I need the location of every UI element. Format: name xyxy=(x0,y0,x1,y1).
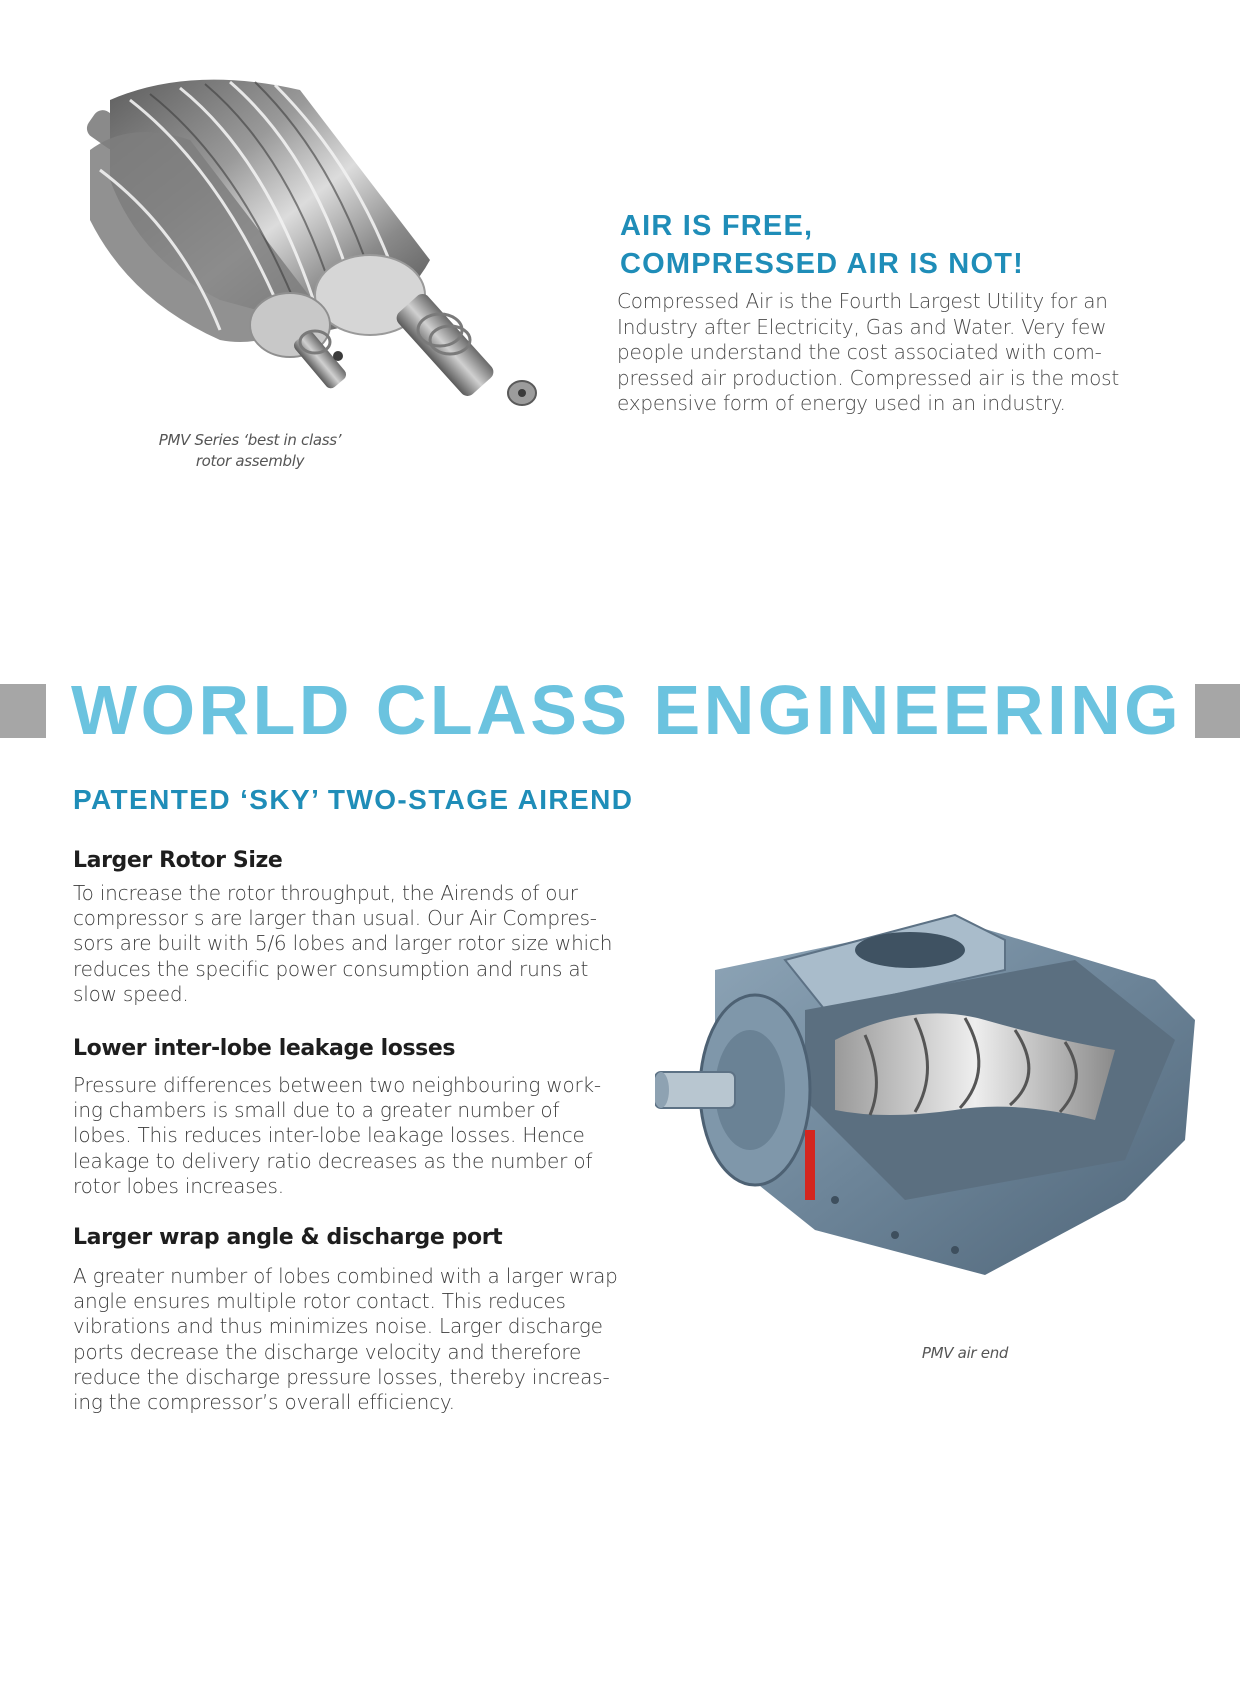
feature-body-leakage xyxy=(73,1073,633,1199)
banner-right-bar xyxy=(1195,684,1240,738)
feature-title-leakage: Lower inter-lobe leakage losses xyxy=(73,1036,456,1061)
headline-line: COMPRESSED AIR IS NOT! xyxy=(620,248,1024,280)
caption-line: PMV Series ‘best in class’ xyxy=(158,431,342,449)
section-heading: PATENTED ‘SKY’ TWO-STAGE AIREND xyxy=(73,784,634,815)
feature-body-wrap-angle xyxy=(73,1264,633,1415)
intro-line: people understand the cost associated with com- xyxy=(617,340,1102,364)
body-line: lobes. This reduces inter-lobe leakage losses. Hence xyxy=(73,1123,585,1148)
body-line: vibrations and thus minimizes noise. Larger discharge xyxy=(73,1314,603,1339)
intro-line: Compressed Air is the Fourth Largest Utility for an xyxy=(617,289,1108,313)
body-line: slow speed. xyxy=(73,981,189,1006)
air-end-image xyxy=(655,900,1195,1280)
feature-title-wrap-angle: Larger wrap angle & discharge port xyxy=(73,1225,503,1250)
intro-line: Industry after Electricity, Gas and Water. Very few xyxy=(617,314,1107,339)
rotor-image-caption xyxy=(130,430,370,472)
body-line: Pressure differences between two neighbouring work- xyxy=(73,1073,601,1097)
feature-title-rotor-size: Larger Rotor Size xyxy=(73,848,283,873)
body-line: ports decrease the discharge velocity and therefore xyxy=(73,1339,582,1364)
rotor-assembly-image xyxy=(70,60,560,420)
intro-line: expensive form of energy used in an industry. xyxy=(617,391,1066,415)
body-line: angle ensures multiple rotor contact. This reduces xyxy=(73,1289,566,1314)
body-line: rotor lobes increases. xyxy=(73,1173,284,1198)
headline xyxy=(620,207,1180,283)
caption-line: rotor assembly xyxy=(195,452,305,470)
body-line: A greater number of lobes combined with a larger wrap xyxy=(73,1264,618,1288)
intro-line: pressed air production. Compressed air is the most xyxy=(617,365,1120,390)
banner-title: WORLD CLASS ENGINEERING xyxy=(71,671,1183,749)
body-line: sors are built with 5/6 lobes and larger rotor size which xyxy=(73,931,613,956)
feature-body-rotor-size xyxy=(73,881,633,1007)
intro-paragraph xyxy=(617,289,1137,417)
body-line: reduce the discharge pressure losses, thereby increas- xyxy=(73,1364,610,1389)
body-line: reduces the specific power consumption and runs at xyxy=(73,956,589,981)
body-line: leakage to delivery ratio decreases as the number of xyxy=(73,1148,593,1173)
body-line: To increase the rotor throughput, the Airends of our xyxy=(73,881,578,905)
body-line: compressor s are larger than usual. Our Air Compres- xyxy=(73,906,597,931)
headline-line: AIR IS FREE, xyxy=(620,210,814,242)
body-line: ing the compressor’s overall efficiency. xyxy=(73,1390,455,1415)
body-line: ing chambers is small due to a greater number of xyxy=(73,1098,560,1123)
banner-left-bar xyxy=(0,684,46,738)
air-end-caption: PMV air end xyxy=(921,1344,1009,1362)
